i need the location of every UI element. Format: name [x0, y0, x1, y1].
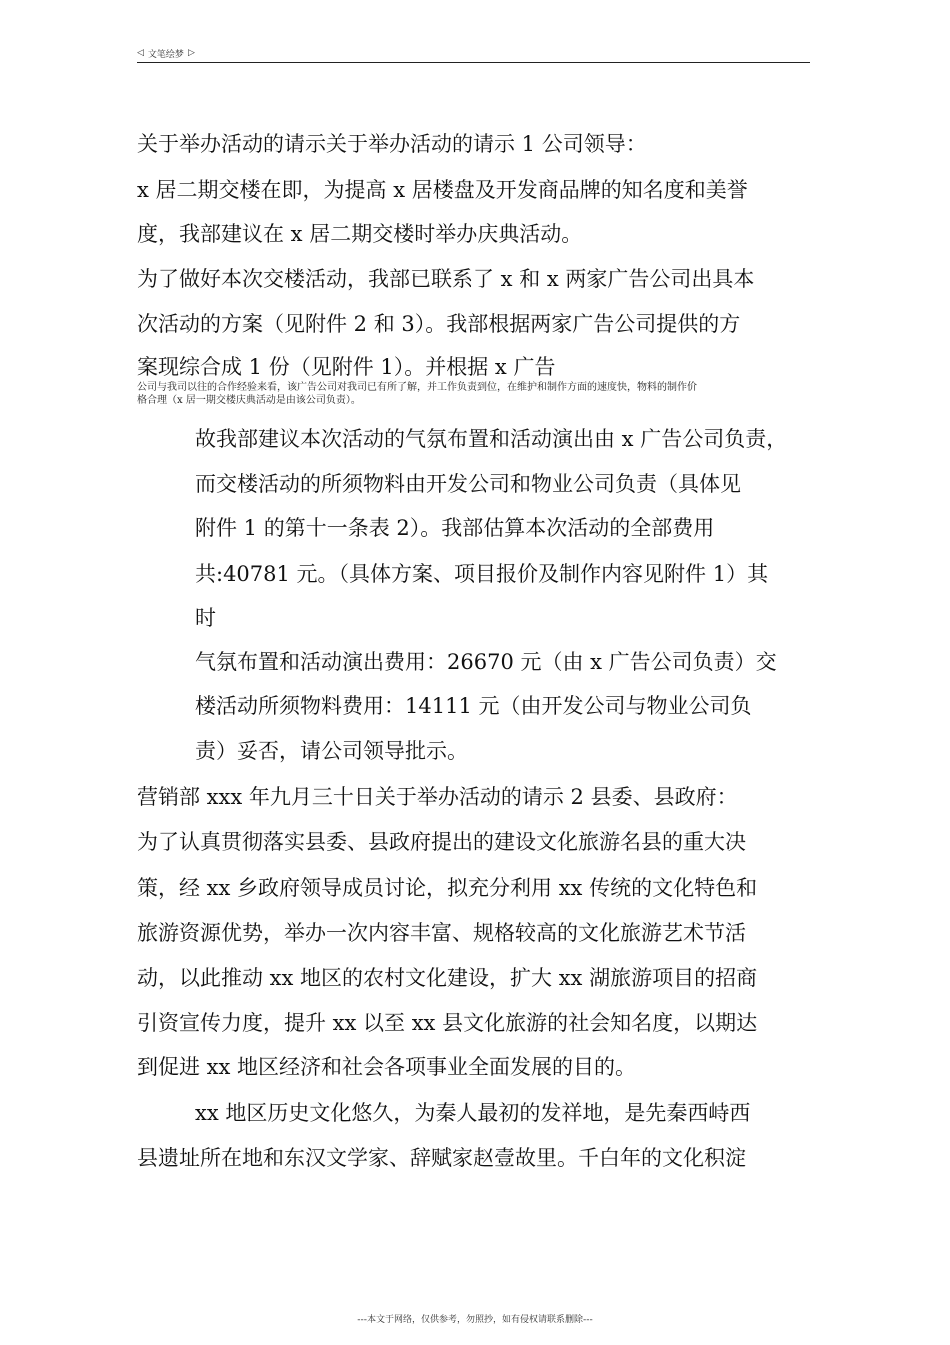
text-line: 而交楼活动的所须物料由开发公司和物业公司负责（具体见	[195, 472, 741, 496]
text-line: 县遗址所在地和东汉文学家、辞赋家赵壹故里。千白年的文化积淀	[137, 1146, 746, 1170]
page-footer: ---本文于网络，仅供参考，勿照抄，如有侵权请联系删除---	[357, 1315, 593, 1325]
text-line: 责）妥否，请公司领导批示。	[195, 739, 468, 763]
left-triangle-icon: ◁	[137, 48, 144, 58]
text-line: 气氛布置和活动演出费用：26670 元（由 x 广告公司负责）交	[195, 650, 777, 674]
page-header	[137, 44, 810, 63]
text-line: 旅游资源优势，举办一次内容丰富、规格较高的文化旅游艺术节活	[137, 921, 746, 945]
text-line: 度，我部建议在 x 居二期交楼时举办庆典活动。	[137, 222, 583, 246]
text-line: 关于举办活动的请示关于举办活动的请示 1 公司领导：	[137, 132, 647, 156]
text-line: 故我部建议本次活动的气氛布置和活动演出由 x 广告公司负责，	[195, 427, 788, 451]
text-line: 营销部 xxx 年九月三十日关于举办活动的请示 2 县委、县政府：	[137, 785, 738, 809]
text-line: x 居二期交楼在即，为提高 x 居楼盘及开发商品牌的知名度和美誉	[137, 178, 748, 202]
right-triangle-icon: ▷	[187, 48, 195, 58]
text-line: 到促进 xx 地区经济和社会各项事业全面发展的目的。	[137, 1055, 637, 1079]
text-line: 共:40781 元。（具体方案、项目报价及制作内容见附件 1）其	[195, 562, 769, 586]
text-line: 附件 1 的第十一条表 2）。我部估算本次活动的全部费用	[195, 516, 715, 540]
small-text-line: 格合理（x 居一期交楼庆典活动是由该公司负责）。	[137, 395, 361, 406]
text-line: 动，以此推动 xx 地区的农村文化建设，扩大 xx 湖旅游项目的招商	[137, 966, 758, 990]
text-line: 策，经 xx 乡政府领导成员讨论，拟充分利用 xx 传统的文化特色和	[137, 876, 758, 900]
text-line: 为了做好本次交楼活动，我部已联系了 x 和 x 两家广告公司出具本	[137, 267, 755, 291]
header-brand: 文笔绘梦	[147, 49, 184, 60]
text-line: 楼活动所须物料费用：14111 元（由开发公司与物业公司负	[195, 694, 752, 718]
text-line: 次活动的方案（见附件 2 和 3）。我部根据两家广告公司提供的方	[137, 312, 741, 336]
text-line: 时	[195, 606, 216, 630]
text-line: 为了认真贯彻落实县委、县政府提出的建设文化旅游名县的重大决	[137, 830, 746, 854]
text-line: xx 地区历史文化悠久，为秦人最初的发祥地，是先秦西峙西	[195, 1101, 751, 1125]
text-line: 引资宣传力度，提升 xx 以至 xx 县文化旅游的社会知名度，以期达	[137, 1011, 758, 1035]
small-text-line: 公司与我司以往的合作经验来看，该广告公司对我司已有所了解，并工作负责到位，在维护和制作方面的速度快，物料的制作价	[137, 382, 697, 393]
text-line: 案现综合成 1 份（见附件 1）。并根据 x 广告	[137, 355, 556, 379]
